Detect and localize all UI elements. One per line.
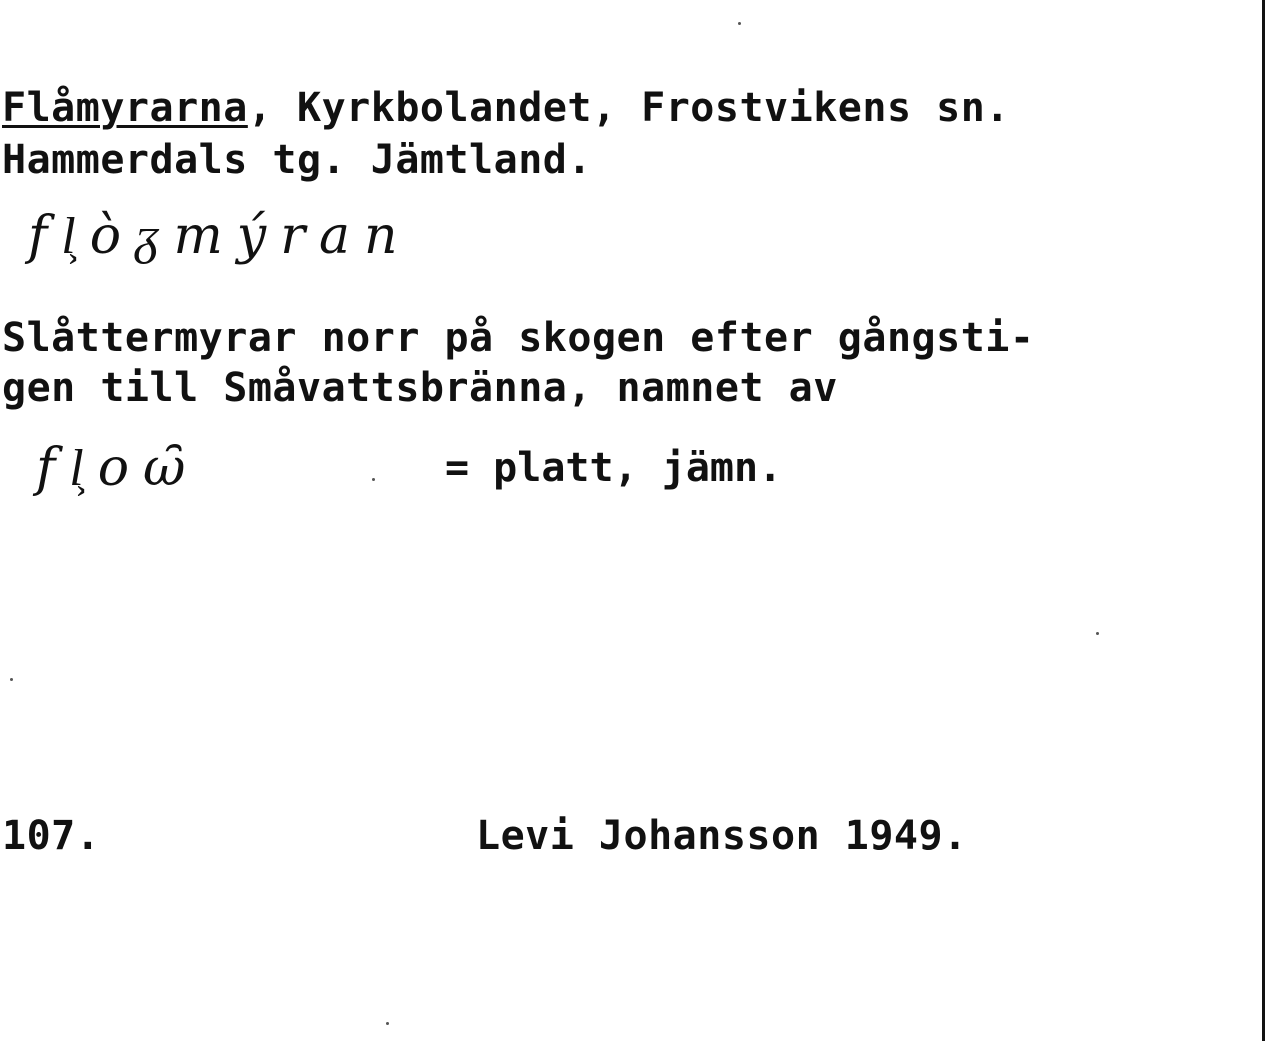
card-edge-line [1262,0,1265,1041]
phonetic-transcription-1: fl͕òᵹmýran [28,206,412,266]
paper-speck [386,1022,389,1025]
author-and-year: Levi Johansson 1949. [476,813,968,859]
paper-speck [1096,632,1099,635]
description-line-2: gen till Småvattsbränna, namnet av [2,365,838,411]
place-name: Flåmyrarna [2,85,248,131]
paper-speck [738,22,741,25]
phonetic-transcription-2: fl͕oω̑ [36,438,200,498]
header-line-2: Hammerdals tg. Jämtland. [2,137,592,183]
header-line-1 [2,86,1010,130]
card-number: 107. [2,813,101,859]
paper-speck [372,478,375,481]
description-line-1: Slåttermyrar norr på skogen efter gångsti- [2,315,1035,361]
gloss-text: = platt, jämn. [445,445,783,491]
place-location: , Kyrkbolandet, Frostvikens sn. [247,85,1010,131]
paper-speck [10,678,13,681]
